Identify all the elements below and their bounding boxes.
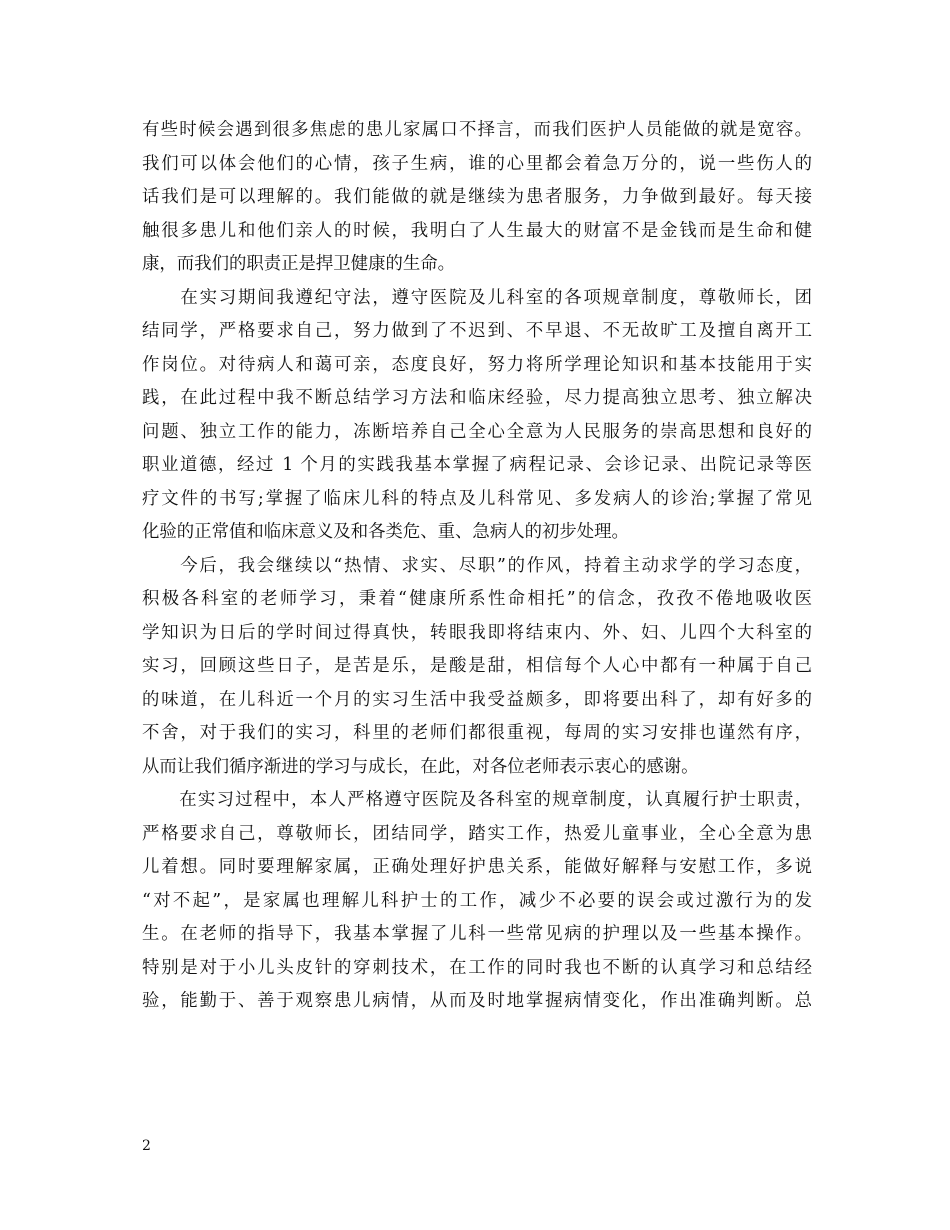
text-line: 严格要求自己，尊敬师长，团结同学，踏实工作，热爱儿童事业，全心全意为患: [142, 823, 812, 844]
text-line: “对不起”，是家属也理解儿科护士的工作，减少不必要的误会或过激行为的发: [142, 890, 812, 911]
text-line: 儿着想。同时要理解家属，正确处理好护患关系，能做好解释与安慰工作，多说: [142, 857, 812, 877]
text-line: 在实习期间我遵纪守法，遵守医院及儿科室的各项规章制度，尊敬师长，团: [142, 287, 812, 308]
text-line: 康，而我们的职责正是捍卫健康的生命。: [142, 254, 456, 274]
text-line: 疗文件的书写;掌握了临床儿科的特点及儿科常见、多发病人的诊治;掌握了常见: [142, 488, 812, 509]
document-body-text: [142, 114, 812, 1019]
text-line: 我们可以体会他们的心情，孩子生病，谁的心里都会着急万分的，说一些伤人的: [142, 153, 812, 174]
text-line: 不舍，对于我们的实习，科里的老师们都很重视，每周的实习安排也谨然有序，: [142, 723, 812, 743]
text-line: 生。在老师的指导下，我基本掌握了儿科一些常见病的护理以及一些基本操作。: [142, 924, 812, 944]
page-number: 2: [142, 1138, 151, 1154]
text-line: 化验的正常值和临床意义及和各类危、重、急病人的初步处理。: [142, 522, 629, 542]
text-line: 验，能勤于、善于观察患儿病情，从而及时地掌握病情变化，作出准确判断。总: [142, 991, 812, 1011]
text-line: 问题、独立工作的能力，冻断培养自己全心全意为人民服务的崇高思想和良好的: [142, 421, 812, 442]
text-line: 结同学，严格要求自己，努力做到了不迟到、不早退、不无故旷工及擅自离开工: [142, 321, 812, 341]
text-line: 践，在此过程中我不断总结学习方法和临床经验，尽力提高独立思考、独立解决: [142, 388, 812, 408]
text-line: 学知识为日后的学时间过得真快，转眼我即将结束内、外、妇、儿四个大科室的: [142, 622, 812, 643]
text-line: 特别是对于小儿头皮针的穿刺技术，在工作的同时我也不断的认真学习和总结经: [142, 957, 812, 978]
text-line: 有些时候会遇到很多焦虑的患儿家属口不择言，而我们医护人员能做的就是宽容。: [142, 120, 812, 140]
text-line: 实习，回顾这些日子，是苦是乐，是酸是甜，相信每个人心中都有一种属于自己: [142, 656, 812, 676]
text-line: 今后，我会继续以“热情、求实、尽职”的作风，持着主动求学的学习态度，: [142, 555, 812, 576]
text-line: 职业道德，经过 1 个月的实践我基本掌握了病程记录、会诊记录、出院记录等医: [142, 455, 812, 475]
text-line: 的味道，在儿科近一个月的实习生活中我受益颇多，即将要出科了，却有好多的: [142, 689, 812, 710]
text-line: 触很多患儿和他们亲人的时候，我明白了人生最大的财富不是金钱而是生命和健: [142, 220, 812, 241]
text-line: 作岗位。对待病人和蔼可亲，态度良好，努力将所学理论知识和基本技能用于实: [142, 354, 812, 375]
text-line: 在实习过程中，本人严格遵守医院及各科室的规章制度，认真履行护士职责，: [142, 790, 812, 810]
text-line: 话我们是可以理解的。我们能做的就是继续为患者服务，力争做到最好。每天接: [142, 187, 812, 207]
text-line: 从而让我们循序渐进的学习与成长，在此，对各位老师表示衷心的感谢。: [142, 756, 699, 777]
text-line: 积极各科室的老师学习，秉着“健康所系性命相托”的信念，孜孜不倦地吸收医: [142, 589, 812, 609]
